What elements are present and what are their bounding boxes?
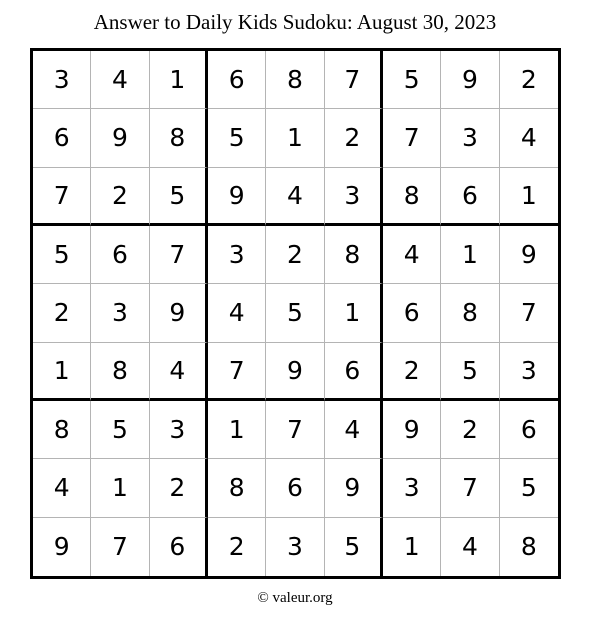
sudoku-cell-r2-c9: 4 [500,109,558,167]
sudoku-cell-r8-c6: 9 [325,459,383,517]
sudoku-cell-r4-c1: 5 [33,226,91,284]
copyright-footer: © valeur.org [257,590,333,606]
sudoku-cell-r9-c2: 7 [91,518,149,576]
sudoku-cell-r8-c7: 3 [383,459,441,517]
sudoku-cell-r6-c3: 4 [150,343,208,401]
sudoku-cell-r8-c1: 4 [33,459,91,517]
sudoku-cell-r7-c2: 5 [91,401,149,459]
sudoku-cell-r3-c4: 9 [208,168,266,226]
sudoku-cell-r9-c9: 8 [520,532,537,562]
sudoku-cell-r3-c6: 3 [325,168,383,226]
sudoku-cell-r2-c1: 6 [33,109,91,167]
sudoku-cell-r7-c8: 2 [441,401,499,459]
sudoku-cell-r8-c2: 1 [91,459,149,517]
sudoku-cell-r6-c8: 5 [441,343,499,401]
sudoku-cell-r4-c4: 3 [208,226,266,284]
sudoku-cell-r5-c5: 5 [266,284,324,342]
sudoku-cell-r5-c6: 1 [325,284,383,342]
sudoku-cell-r8-c8: 7 [441,459,499,517]
sudoku-cell-r2-c8: 3 [441,109,499,167]
sudoku-cell-r6-c1: 1 [33,343,91,401]
sudoku-cell-r6-c4: 7 [208,343,266,401]
sudoku-cell-r2-c5: 1 [266,109,324,167]
sudoku-cell-r1-c9: 2 [500,51,558,109]
sudoku-cell-r3-c9: 1 [500,168,558,226]
sudoku-cell-r3-c3: 5 [150,168,208,226]
sudoku-cell-r7-c5: 7 [266,401,324,459]
sudoku-cell-r9-c1: 9 [33,518,91,576]
sudoku-cell-r3-c5: 4 [266,168,324,226]
sudoku-cell-r1-c6: 7 [325,51,383,109]
sudoku-cell-r9-c4: 2 [208,518,266,576]
sudoku-cell-r1-c3: 1 [150,51,208,109]
sudoku-cell-r5-c3: 9 [150,284,208,342]
sudoku-cell-r2-c6: 2 [325,109,383,167]
sudoku-cell-r6-c9: 3 [500,343,558,401]
sudoku-cell-r1-c5: 8 [266,51,324,109]
sudoku-cell-r8-c5: 6 [266,459,324,517]
sudoku-cell-r8-c9: 5 [500,459,558,517]
sudoku-board [30,48,561,579]
sudoku-cell-r7-c4: 1 [208,401,266,459]
sudoku-cell-r3-c7: 8 [383,168,441,226]
sudoku-cell-r3-c8: 6 [441,168,499,226]
sudoku-cell-r9-c7: 1 [383,518,441,576]
sudoku-cell-r7-c9: 6 [500,401,558,459]
sudoku-cell-r7-c6: 4 [325,401,383,459]
sudoku-cell-r5-c4: 4 [208,284,266,342]
sudoku-cell-r4-c8: 1 [441,226,499,284]
sudoku-cell-r7-c7: 9 [383,401,441,459]
sudoku-cell-r4-c3: 7 [150,226,208,284]
sudoku-cell-r6-c6: 6 [325,343,383,401]
sudoku-cell-r2-c7: 7 [383,109,441,167]
sudoku-cell-r4-c9: 9 [500,226,558,284]
sudoku-cell-r8-c4: 8 [208,459,266,517]
page-title: Answer to Daily Kids Sudoku: August 30, 2023 [93,10,497,34]
sudoku-cell-r7-c1: 8 [33,401,91,459]
sudoku-cell-r6-c5: 9 [266,343,324,401]
sudoku-cell-r1-c7: 5 [383,51,441,109]
sudoku-cell-r6-c7: 2 [383,343,441,401]
sudoku-cell-r1-c2: 4 [91,51,149,109]
sudoku-cell-r3-c2: 2 [91,168,149,226]
sudoku-cell-r8-c3: 2 [150,459,208,517]
sudoku-cell-r1-c4: 6 [208,51,266,109]
sudoku-cell-r4-c2: 6 [91,226,149,284]
sudoku-cell-r2-c3: 8 [150,109,208,167]
sudoku-cell-r5-c8: 8 [441,284,499,342]
sudoku-cell-r9-c6: 5 [325,518,383,576]
sudoku-cell-r5-c7: 6 [383,284,441,342]
sudoku-cell-r6-c2: 8 [91,343,149,401]
sudoku-cell-r7-c3: 3 [150,401,208,459]
sudoku-cell-r5-c1: 2 [33,284,91,342]
sudoku-cell-r2-c2: 9 [91,109,149,167]
sudoku-cell-r9-c5: 3 [266,518,324,576]
sudoku-cell-r1-c1: 3 [33,51,91,109]
sudoku-cell-r4-c5: 2 [266,226,324,284]
sudoku-cell-r2-c4: 5 [208,109,266,167]
sudoku-cell-r5-c2: 3 [91,284,149,342]
sudoku-cell-r5-c9: 7 [500,284,558,342]
sudoku-cell-r4-c7: 4 [383,226,441,284]
sudoku-cell-r1-c8: 9 [441,51,499,109]
sudoku-cell-r9-c3: 6 [150,518,208,576]
sudoku-cell-r9-c8: 4 [441,518,499,576]
sudoku-cell-r3-c1: 7 [33,168,91,226]
sudoku-cell-r4-c6: 8 [325,226,383,284]
